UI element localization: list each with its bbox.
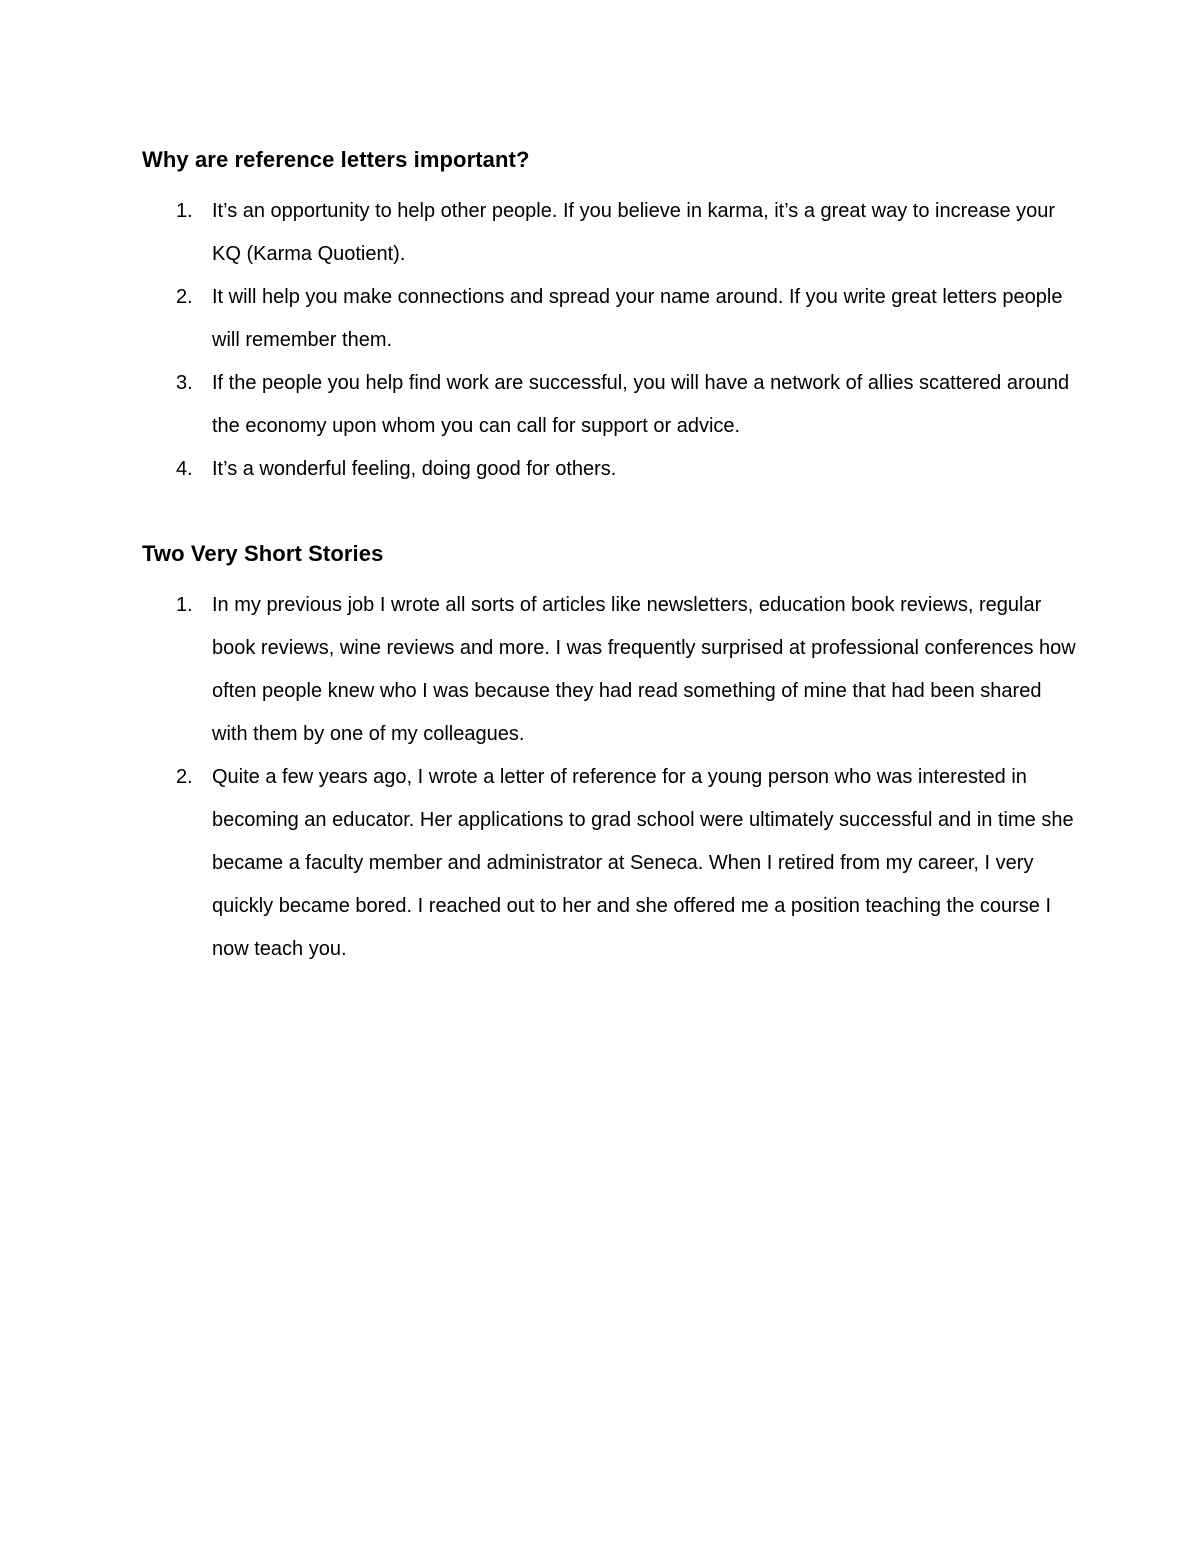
list-item [142,362,1082,448]
stories-list [142,584,1082,971]
list-item [142,190,1082,276]
reasons-list [142,190,1082,491]
list-item-number: 2. [176,766,193,788]
list-item-text: If the people you help find work are successful, you will have a network of allies scattered around the economy upon whom you can call for support or advice. [212,372,1070,437]
list-item [142,276,1082,362]
list-item-number: 2. [176,286,193,308]
list-item-text: It’s an opportunity to help other people. If you believe in karma, it’s a great way to increase your KQ (Karma Quotient). [212,200,1056,265]
section-heading: Why are reference letters important? [142,147,530,172]
list-item [142,448,1082,491]
list-item-text: In my previous job I wrote all sorts of articles like newsletters, education book reviews, regular book reviews, wine reviews and more. I was frequently surprised at professional conferences how often people knew who I was because they had read something of mine that had been shared with them by one of my colleagues. [212,594,1076,745]
list-item-number: 3. [176,372,193,394]
list-item-number: 1. [176,200,193,222]
list-item-text: Quite a few years ago, I wrote a letter of reference for a young person who was interested in becoming an educator. Her applications to grad school were ultimately successful and in time she became a faculty member and administrator at Seneca. When I retired from my career, I very quickly became bored. I reached out to her and she offered me a position teaching the course I now teach you. [212,766,1074,960]
section-heading: Two Very Short Stories [142,541,384,566]
list-item-number: 4. [176,458,193,480]
list-item [142,584,1082,756]
list-item-number: 1. [176,594,193,616]
section-why-reference-letters [142,142,1082,491]
list-item-text: It will help you make connections and spread your name around. If you write great letters people will remember them. [212,286,1063,351]
list-item-text: It’s a wonderful feeling, doing good for others. [212,458,617,480]
list-item [142,756,1082,971]
section-two-short-stories [142,536,1082,971]
